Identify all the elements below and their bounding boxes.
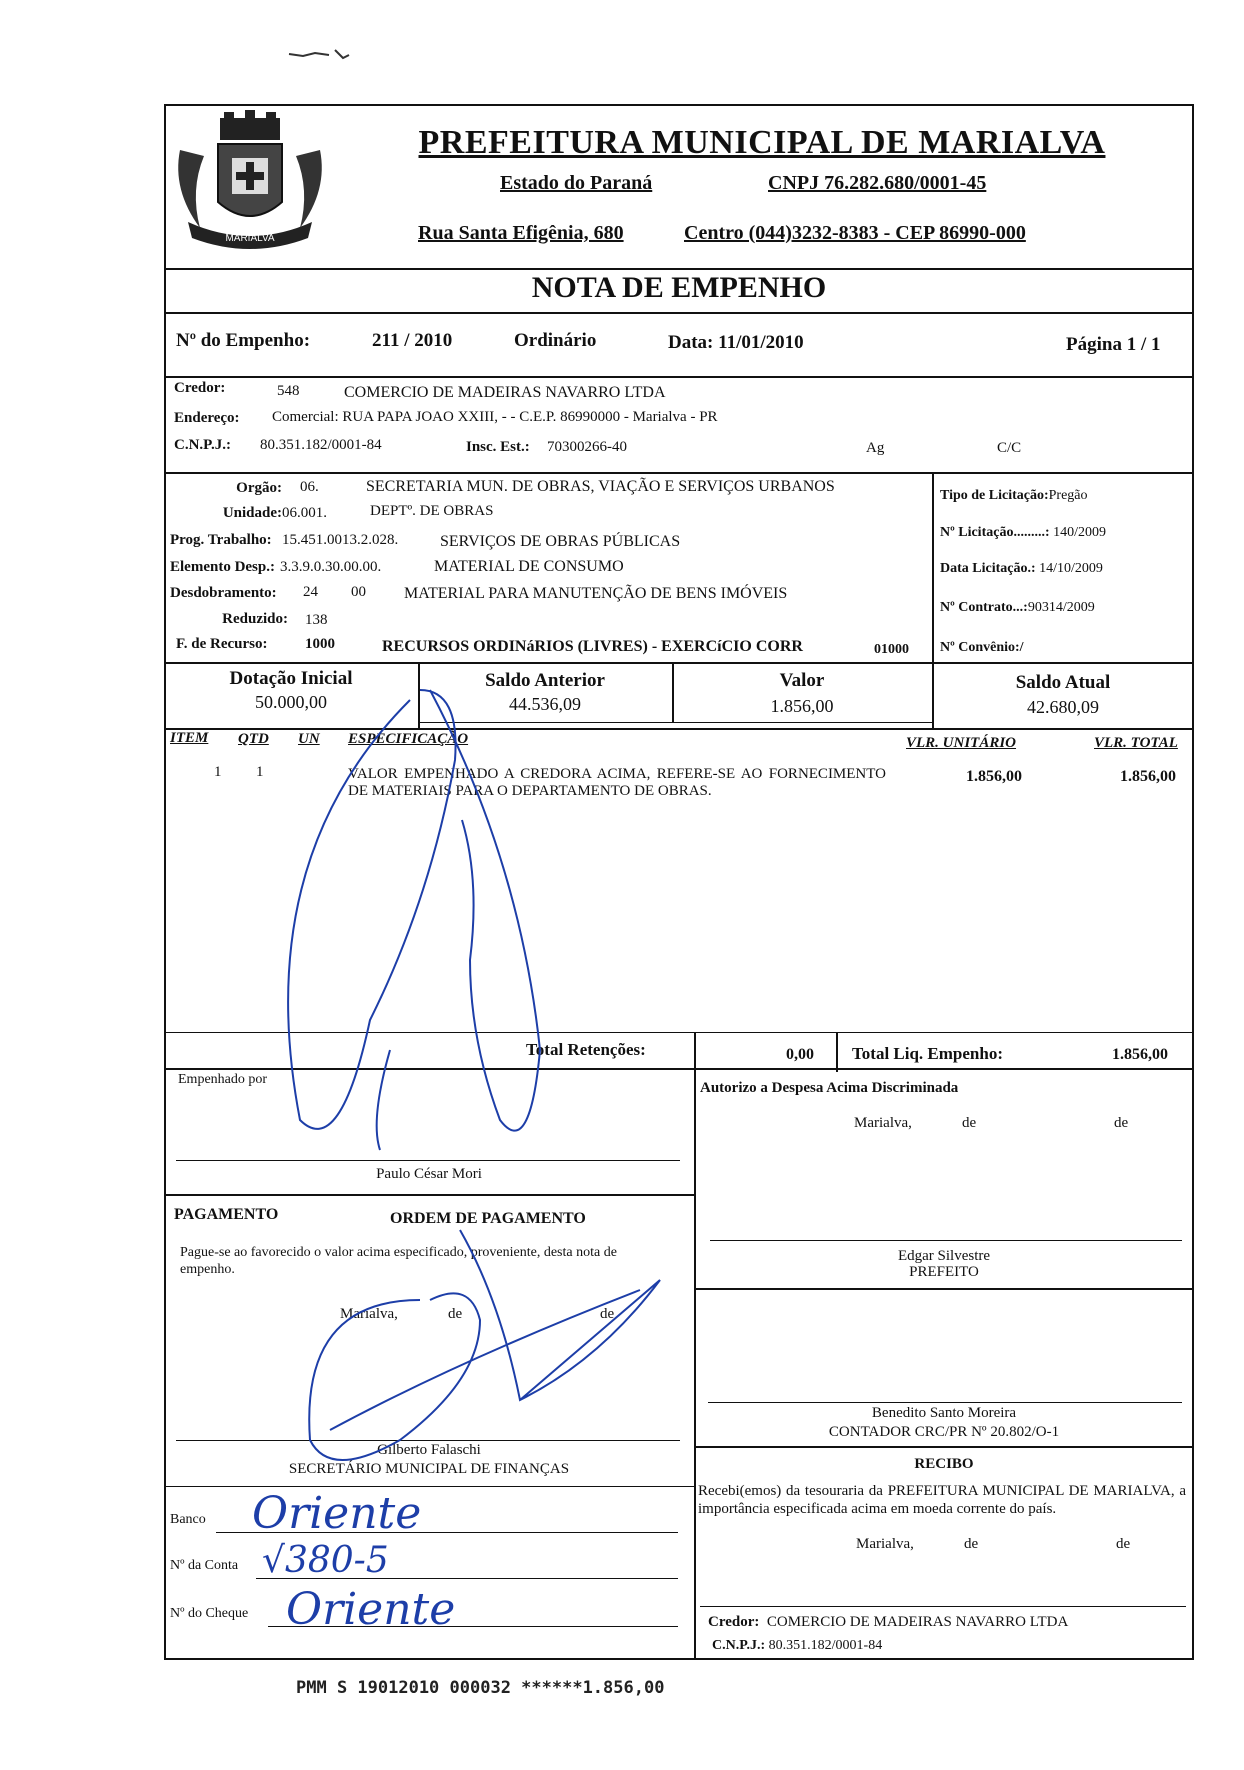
recurso-value: 1000 — [305, 636, 335, 652]
row-total: 1.856,00 — [1120, 768, 1176, 785]
licitacao-tipo-label: Tipo de Licitação: — [940, 488, 1049, 503]
recibo-de1: de — [964, 1536, 979, 1552]
credor-cnpj: 80.351.182/0001-84 — [260, 437, 382, 453]
secretario-cargo: SECRETÁRIO MUNICIPAL DE FINANÇAS — [288, 1461, 570, 1477]
prefeito-cargo: PREFEITO — [909, 1264, 979, 1280]
liquido-value: 1.856,00 — [1112, 1046, 1168, 1063]
conta-label: Nº da Conta — [170, 1558, 239, 1573]
recibo-credor-label: Credor: — [708, 1614, 760, 1630]
ordem-pagamento: ORDEM DE PAGAMENTO — [390, 1210, 586, 1227]
recibo-cnpj-label: C.N.P.J.: — [712, 1638, 766, 1653]
saldo-anterior-label: Saldo Anterior — [485, 670, 605, 691]
elemento-value: 3.3.9.0.30.00.00. — [280, 559, 382, 575]
autorizo-de2: de — [1114, 1115, 1129, 1131]
centro-label: Centro (044)3232-8383 - CEP 86990-000 — [684, 222, 1026, 244]
empenhado-nome: Paulo César Mori — [376, 1166, 482, 1182]
desdob-a: 24 — [303, 584, 318, 600]
saldo-atual-value: 42.680,09 — [1027, 697, 1099, 717]
desdob-label: Desdobramento: — [170, 585, 277, 601]
recibo-cnpj — [712, 1638, 882, 1654]
contador-cargo: CONTADOR CRC/PR Nº 20.802/O-1 — [828, 1424, 1060, 1440]
recibo-credor-value: COMERCIO DE MADEIRAS NAVARRO LTDA — [766, 1614, 1069, 1630]
handwritten-cheque: Oriente — [286, 1584, 456, 1635]
prog-label: Prog. Trabalho: — [170, 532, 272, 548]
licitacao-tipo-value: Pregão — [1048, 488, 1088, 503]
licitacao-data — [940, 561, 1103, 577]
unidade-value: 06.001. — [282, 505, 327, 521]
recibo-label: RECIBO — [914, 1456, 974, 1472]
licitacao-convenio: Nº Convênio:/ — [940, 640, 1024, 655]
recurso-label: F. de Recurso: — [176, 636, 268, 652]
recurso-desc: RECURSOS ORDINáRIOS (LIVRES) - EXERCíCIO CORR — [382, 638, 803, 655]
pagamento-label: PAGAMENTO — [174, 1206, 279, 1223]
desdob-desc: MATERIAL PARA MANUTENÇÃO DE BENS IMÓVEIS — [404, 585, 788, 602]
scan-mark — [285, 46, 365, 62]
valor-label: Valor — [779, 670, 825, 691]
retencoes-value: 0,00 — [786, 1046, 814, 1063]
row-item: 1 — [214, 764, 222, 780]
prefeito-nome: Edgar Silvestre — [897, 1248, 991, 1264]
saldo-anterior-value: 44.536,09 — [509, 694, 581, 714]
row-unit: 1.856,00 — [966, 768, 1022, 785]
licitacao-num — [940, 525, 1106, 541]
secretario-nome: Gilberto Falaschi — [377, 1442, 481, 1458]
cheque-label: Nº do Cheque — [170, 1606, 249, 1621]
elemento-label: Elemento Desp.: — [170, 559, 275, 575]
ag-label: Ag — [866, 440, 885, 456]
street-label: Rua Santa Efigênia, 680 — [418, 222, 624, 244]
col-qtd: QTD — [238, 731, 269, 747]
document-title: NOTA DE EMPENHO — [531, 271, 827, 304]
autorizo-city: Marialva, — [854, 1115, 912, 1131]
empenho-number: 211 / 2010 — [372, 330, 453, 351]
credor-label: Credor: — [174, 380, 226, 396]
insc-value: 70300266-40 — [547, 439, 627, 455]
empenho-number-label: Nº do Empenho: — [176, 330, 311, 351]
orgao-desc: SECRETARIA MUN. DE OBRAS, VIAÇÃO E SERVIÇOS URBANOS — [366, 478, 835, 495]
licitacao-contrato — [940, 600, 1095, 616]
licitacao-num-value: 140/2009 — [1053, 525, 1106, 540]
licitacao-data-label: Data Licitação.: — [940, 561, 1036, 576]
cnpj-header: CNPJ 76.282.680/0001-45 — [768, 172, 987, 194]
prog-desc: SERVIÇOS DE OBRAS PÚBLICAS — [440, 533, 681, 550]
licitacao-contrato-value: 90314/2009 — [1027, 600, 1095, 615]
recibo-cnpj-value: 80.351.182/0001-84 — [768, 1638, 883, 1653]
dotacao-inicial-label: Dotação Inicial — [229, 668, 353, 689]
pagamento-city: Marialva, — [340, 1306, 398, 1322]
endereco-value: Comercial: RUA PAPA JOAO XXIII, - - C.E.P. 86990000 - Marialva - PR — [272, 409, 718, 425]
licitacao-contrato-label: Nº Contrato...: — [940, 600, 1028, 615]
liquido-label: Total Liq. Empenho: — [852, 1044, 1003, 1063]
pagamento-de1: de — [448, 1306, 463, 1322]
reduzido-value: 138 — [305, 612, 328, 628]
reduzido-label: Reduzido: — [222, 611, 288, 627]
elemento-desc: MATERIAL DE CONSUMO — [434, 558, 624, 575]
unidade-desc: DEPTº. DE OBRAS — [370, 503, 494, 519]
desdob-b: 00 — [351, 584, 366, 600]
licitacao-tipo — [940, 488, 1088, 504]
handwritten-banco: Oriente — [252, 1488, 422, 1539]
credor-name: COMERCIO DE MADEIRAS NAVARRO LTDA — [344, 384, 666, 401]
coat-of-arms-logo — [170, 110, 330, 260]
orgao-value: 06. — [300, 479, 319, 495]
state-label: Estado do Paraná — [500, 172, 653, 194]
recibo-de2: de — [1116, 1536, 1131, 1552]
payment-stamp: PMM S 19012010 000032 ******1.856,00 — [296, 1678, 665, 1698]
licitacao-num-label: Nº Licitação.........: — [940, 525, 1050, 540]
contador-nome: Benedito Santo Moreira — [871, 1405, 1017, 1421]
empenho-date: Data: 11/01/2010 — [668, 332, 804, 353]
empenhado-label: Empenhado por — [178, 1072, 268, 1087]
coat-of-arms-label: MARIALVA — [225, 233, 275, 244]
cc-label: C/C — [997, 440, 1022, 456]
credor-code: 548 — [277, 383, 300, 399]
handwritten-conta: √380-5 — [262, 1540, 389, 1581]
prog-value: 15.451.0013.2.028. — [282, 532, 399, 548]
banco-label: Banco — [170, 1512, 206, 1527]
saldo-atual-label: Saldo Atual — [1015, 672, 1111, 693]
page-title: PREFEITURA MUNICIPAL DE MARIALVA — [418, 124, 1106, 161]
col-espec: ESPECIFICAÇÃO — [348, 731, 469, 747]
page-number: Página 1 / 1 — [1066, 334, 1161, 355]
row-espec: VALOR EMPENHADO A CREDORA ACIMA, REFERE-SE AO FORNECIMENTO DE MATERIAIS PARA O DEPARTAMENTO DE OBRAS. — [348, 766, 886, 799]
autorizo-de1: de — [962, 1115, 977, 1131]
valor-value: 1.856,00 — [770, 696, 834, 716]
pagamento-texto: Pague-se ao favorecido o valor acima especificado, proveniente, desta nota de empenho. — [180, 1245, 617, 1277]
orgao-label: Orgão: — [236, 480, 282, 496]
recibo-texto: Recebi(emos) da tesouraria da PREFEITURA MUNICIPAL DE MARIALVA, a importância especificada acima em moeda corrente do país. — [698, 1483, 1186, 1517]
col-unit: VLR. UNITÁRIO — [906, 735, 1017, 751]
recibo-city: Marialva, — [856, 1536, 914, 1552]
col-total: VLR. TOTAL — [1094, 735, 1178, 751]
recibo-credor — [708, 1614, 1068, 1631]
endereco-label: Endereço: — [174, 410, 240, 426]
insc-label: Insc. Est.: — [466, 439, 530, 455]
col-item: ITEM — [170, 730, 209, 746]
pagamento-de2: de — [600, 1306, 615, 1322]
recurso-code: 01000 — [874, 642, 909, 657]
autorizo-label: Autorizo a Despesa Acima Discriminada — [700, 1080, 959, 1096]
unidade-label: Unidade: — [222, 505, 282, 521]
dotacao-inicial-value: 50.000,00 — [255, 692, 327, 712]
empenho-type: Ordinário — [514, 330, 597, 351]
licitacao-data-value: 14/10/2009 — [1039, 561, 1103, 576]
retencoes-label: Total Retenções: — [526, 1040, 646, 1059]
row-qtd: 1 — [256, 764, 264, 780]
credor-cnpj-label: C.N.P.J.: — [174, 437, 231, 453]
col-un: UN — [298, 731, 320, 747]
